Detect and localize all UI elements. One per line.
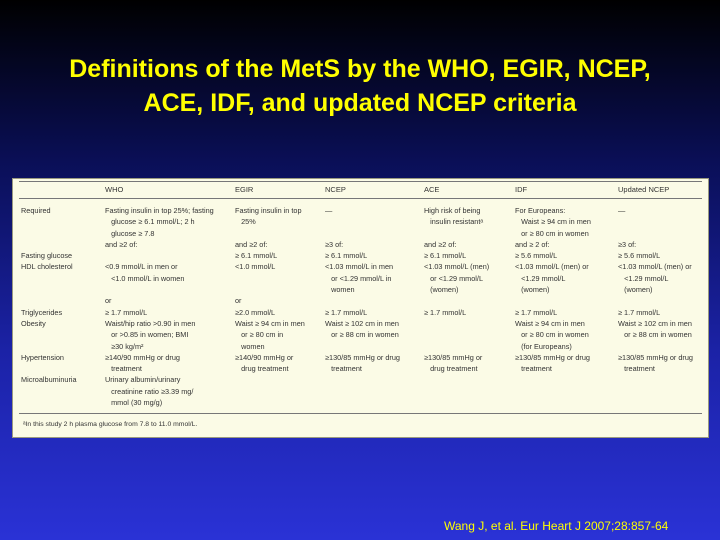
header-ace: ACE bbox=[424, 185, 440, 194]
column-ace: High risk of being insulin resistantᵃ and ≥2 of: ≥ 6.1 mmol/L <1.03 mmol/L (men) or <1.29 mmol/L (women) ≥ 1.7 mmol/L ≥130/85 mmHg or drug treatment bbox=[424, 206, 490, 374]
table-top-rule bbox=[19, 181, 702, 182]
table-bottom-rule bbox=[19, 413, 702, 414]
header-rule bbox=[19, 198, 702, 199]
header-updated-ncep: Updated NCEP bbox=[618, 185, 670, 194]
table-footnote: ᵃIn this study 2 h plasma glucose from 7.8 to 11.0 mmol/L. bbox=[23, 421, 198, 428]
column-egir: Fasting insulin in top 25% and ≥2 of: ≥ 6.1 mmol/L <1.0 mmol/L or ≥2.0 mmol/L Waist ≥ 94 cm in men or ≥ 80 cm in women ≥140/90 mmHg or drug treatment bbox=[235, 206, 305, 374]
slide-title-line1: Definitions of the MetS by the WHO, EGIR, NCEP, bbox=[69, 55, 651, 83]
column-who: Fasting insulin in top 25%; fasting glucose ≥ 6.1 mmol/L; 2 h glucose ≥ 7.8 and ≥2 of: <0.9 mmol/L in men or <1.0 mmol/L in women or ≥ 1.7 mmol/L Waist/hip ratio >0.90 in men or >0.85 in women; BMI ≥30 kg/m² ≥140/90 mmHg or drug treatment Urinary albumin/urinary creatinine ratio ≥3.39 mg/ mmol (30 mg/g) bbox=[105, 206, 214, 408]
header-egir: EGIR bbox=[235, 185, 254, 194]
header-who: WHO bbox=[105, 185, 124, 194]
criteria-table bbox=[12, 178, 709, 438]
header-idf: IDF bbox=[515, 185, 528, 194]
column-updated-ncep: — ≥3 of: ≥ 5.6 mmol/L <1.03 mmol/L (men) or <1.29 mmol/L (women) ≥ 1.7 mmol/L Waist ≥ 102 cm in men or ≥ 88 cm in women ≥130/85 mmHg or drug treatment bbox=[618, 206, 693, 374]
citation: Wang J, et al. Eur Heart J 2007;28:857-64 bbox=[444, 519, 669, 533]
column-idf: For Europeans: Waist ≥ 94 cm in men or ≥ 80 cm in women and ≥ 2 of: ≥ 5.6 mmol/L <1.03 mmol/L (men) or <1.29 mmol/L (women) ≥ 1.7 mmol/L Waist ≥ 94 cm in men or ≥ 80 cm in women (for Europeans) ≥130/85 mmHg or drug treatment bbox=[515, 206, 591, 374]
slide-title-line2: ACE, IDF, and updated NCEP criteria bbox=[143, 89, 577, 117]
slide-title bbox=[0, 52, 720, 120]
column-ncep: — ≥3 of: ≥ 6.1 mmol/L <1.03 mmol/L in men or <1.29 mmol/L in women ≥ 1.7 mmol/L Waist ≥ 102 cm in men or ≥ 88 cm in women ≥130/85 mmHg or drug treatment bbox=[325, 206, 400, 374]
header-ncep: NCEP bbox=[325, 185, 346, 194]
column-criterion: Required Fasting glucose HDL cholesterol Triglycerides Obesity Hypertension Microalbuminuria bbox=[21, 206, 77, 385]
